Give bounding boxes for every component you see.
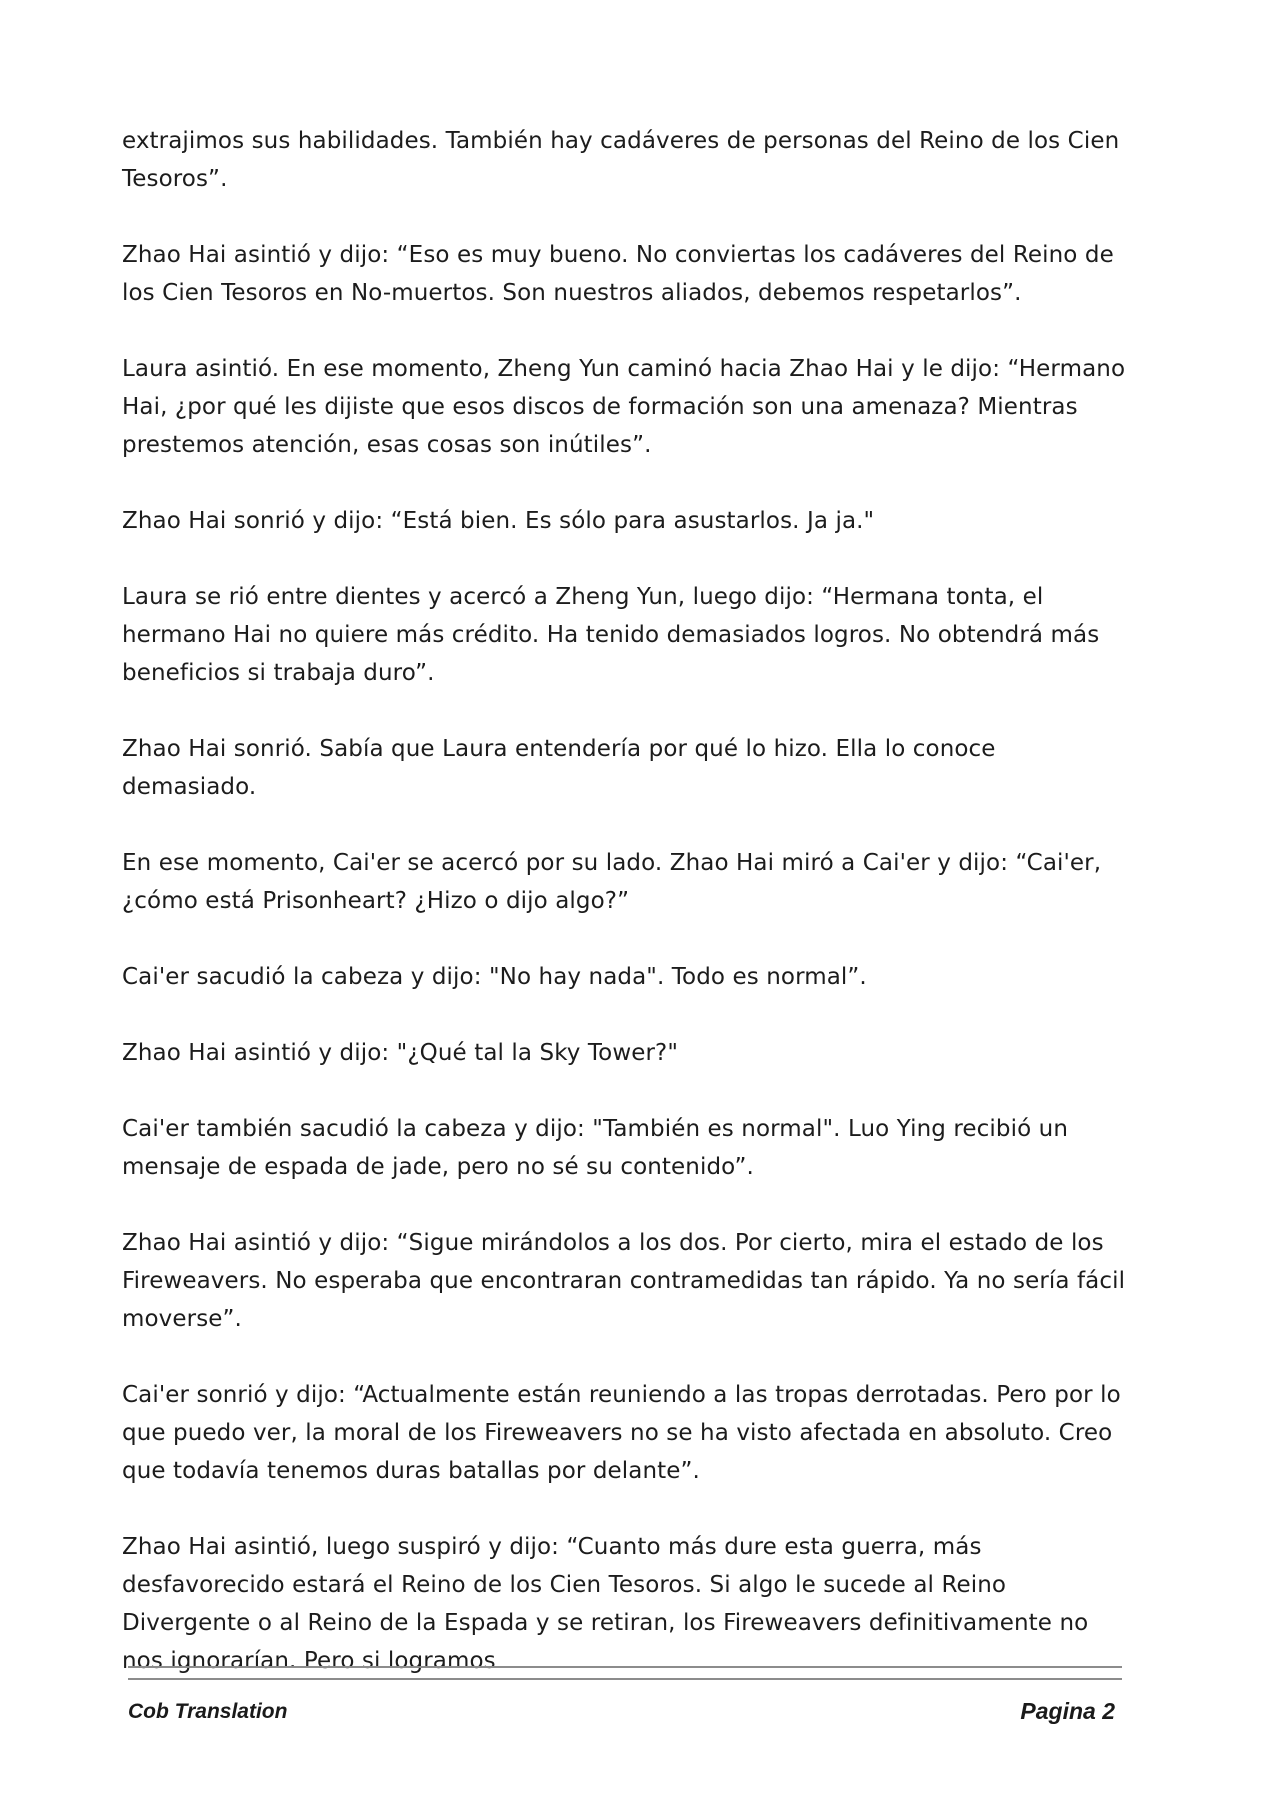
paragraph: Laura asintió. En ese momento, Zheng Yun caminó hacia Zhao Hai y le dijo: “Hermano Hai, ¿por qué les dijiste que esos discos de formación son una amenaza? Mientras prestemos atención, esas cosas son inútiles”. bbox=[122, 356, 1126, 458]
paragraph: Cai'er sacudió la cabeza y dijo: "No hay nada". Todo es normal”. bbox=[122, 964, 867, 990]
footer-divider-bottom bbox=[128, 1678, 1122, 1680]
paragraph: Cai'er sonrió y dijo: “Actualmente están reuniendo a las tropas derrotadas. Pero por lo que puedo ver, la moral de los Fireweavers no se ha visto afectada en absoluto. Creo que todavía tenemos duras batallas por delante”. bbox=[122, 1382, 1121, 1484]
paragraph: extrajimos sus habilidades. También hay cadáveres de personas del Reino de los Cien Tesoros”. bbox=[122, 128, 1120, 192]
paragraph: En ese momento, Cai'er se acercó por su lado. Zhao Hai miró a Cai'er y dijo: “Cai'er, ¿cómo está Prisonheart? ¿Hizo o dijo algo?” bbox=[122, 850, 1102, 914]
paragraph: Zhao Hai asintió, luego suspiró y dijo: “Cuanto más dure esta guerra, más desfavorecido estará el Reino de los Cien Tesoros. Si algo le sucede al Reino Divergente o al Reino de la Espada y se retiran, los Fireweavers definitivamente no nos ignorarían. Pero si logramos bbox=[122, 1534, 1089, 1674]
paragraph: Cai'er también sacudió la cabeza y dijo: "También es normal". Luo Ying recibió un mensaje de espada de jade, pero no sé su contenido”. bbox=[122, 1116, 1069, 1180]
footer-page-number: Pagina 2 bbox=[1020, 1698, 1115, 1724]
body-text bbox=[122, 122, 1132, 1718]
footer-divider-top bbox=[128, 1666, 1122, 1668]
paragraph: Zhao Hai sonrió. Sabía que Laura entendería por qué lo hizo. Ella lo conoce demasiado. bbox=[122, 736, 996, 800]
paragraph: Zhao Hai asintió y dijo: “Sigue mirándolos a los dos. Por cierto, mira el estado de los Fireweavers. No esperaba que encontraran contramedidas tan rápido. Ya no sería fácil moverse”. bbox=[122, 1230, 1126, 1332]
paragraph: Laura se rió entre dientes y acercó a Zheng Yun, luego dijo: “Hermana tonta, el hermano Hai no quiere más crédito. Ha tenido demasiados logros. No obtendrá más beneficios si trabaja duro”. bbox=[122, 584, 1100, 686]
paragraph: Zhao Hai asintió y dijo: "¿Qué tal la Sky Tower?" bbox=[122, 1040, 679, 1066]
footer-translator-credit: Cob Translation bbox=[128, 1700, 288, 1723]
paragraph: Zhao Hai sonrió y dijo: “Está bien. Es sólo para asustarlos. Ja ja." bbox=[122, 508, 875, 534]
paragraph: Zhao Hai asintió y dijo: “Eso es muy bueno. No conviertas los cadáveres del Reino de los Cien Tesoros en No-muertos. Son nuestros aliados, debemos respetarlos”. bbox=[122, 242, 1114, 306]
